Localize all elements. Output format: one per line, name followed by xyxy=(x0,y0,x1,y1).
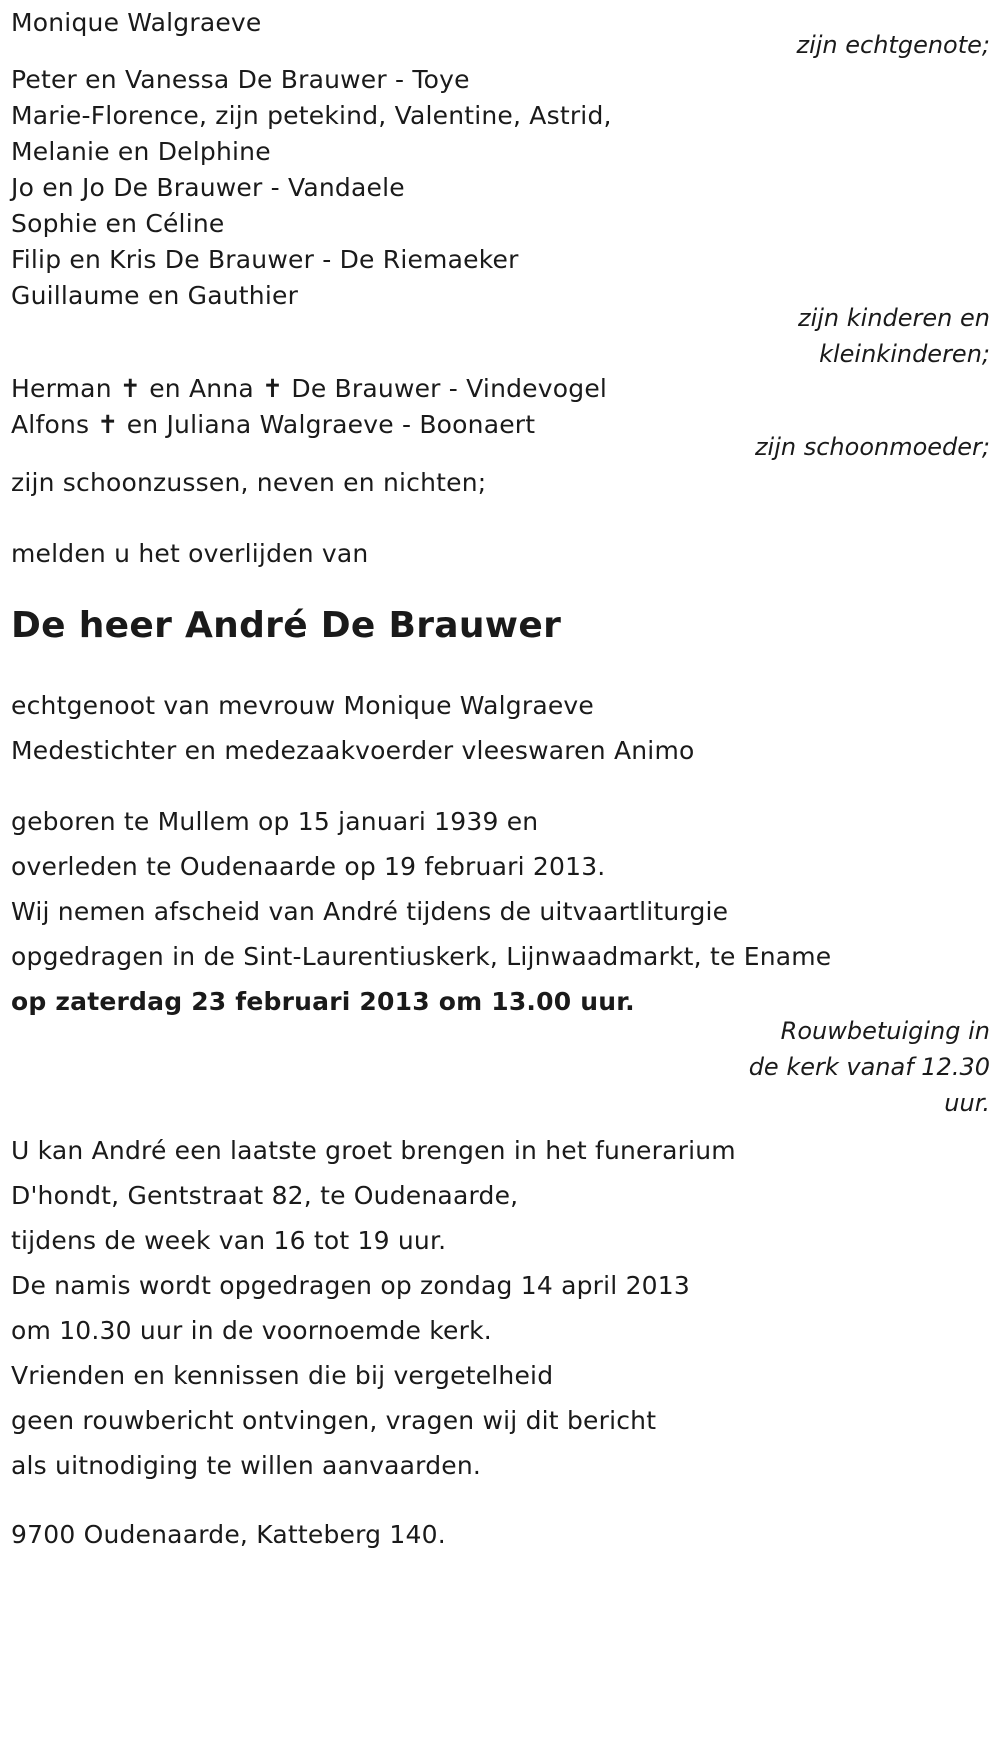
condolence-line2: de kerk vanaf 12.30 xyxy=(748,1053,990,1081)
cross-icon: ✝ xyxy=(262,374,284,403)
children-line: Guillaume en Gauthier xyxy=(11,281,299,310)
inlaws-surname: De Brauwer - Vindevogel xyxy=(291,374,608,403)
children-line: Melanie en Delphine xyxy=(11,137,271,166)
inlaws-name-anna: en Anna xyxy=(149,374,254,403)
inlaws-name-juliana: en Juliana Walgraeve - Boonaert xyxy=(126,410,536,439)
visit-line: om 10.30 uur in de voornoemde kerk. xyxy=(11,1316,492,1345)
address: 9700 Oudenaarde, Katteberg 140. xyxy=(11,1520,446,1549)
visit-line: tijdens de week van 16 tot 19 uur. xyxy=(11,1226,447,1255)
condolence-line1: Rouwbetuiging in xyxy=(780,1017,990,1045)
inlaws-role: zijn schoonmoeder; xyxy=(754,433,990,461)
detail-line: geboren te Mullem op 15 januari 1939 en xyxy=(11,807,539,836)
children-line: Jo en Jo De Brauwer - Vandaele xyxy=(11,173,405,202)
deceased-occupation: Medestichter en medezaakvoerder vleeswaren Animo xyxy=(11,736,695,765)
visit-line: De namis wordt opgedragen op zondag 14 april 2013 xyxy=(11,1271,691,1300)
announcement-intro: melden u het overlijden van xyxy=(11,539,369,568)
condolence-line3: uur. xyxy=(944,1089,990,1117)
children-line: Marie-Florence, zijn petekind, Valentine, Astrid, xyxy=(11,101,612,130)
children-role-line2: kleinkinderen; xyxy=(819,340,990,368)
children-role-line1: zijn kinderen en xyxy=(798,304,990,332)
detail-line: opgedragen in de Sint-Laurentiuskerk, Lijnwaadmarkt, te Ename xyxy=(11,942,832,971)
visit-line: D'hondt, Gentstraat 82, te Oudenaarde, xyxy=(11,1181,519,1210)
detail-line: Wij nemen afscheid van André tijdens de uitvaartliturgie xyxy=(11,897,729,926)
visit-line: Vrienden en kennissen die bij vergetelheid xyxy=(11,1361,554,1390)
visit-line: U kan André een laatste groet brengen in het funerarium xyxy=(11,1136,736,1165)
inlaws-line-1 xyxy=(11,374,607,404)
inlaws-line-2 xyxy=(11,410,535,440)
children-line: Peter en Vanessa De Brauwer - Toye xyxy=(11,65,470,94)
cross-icon: ✝ xyxy=(119,374,142,403)
funeral-date: op zaterdag 23 februari 2013 om 13.00 uur. xyxy=(11,987,635,1016)
children-line: Filip en Kris De Brauwer - De Riemaeker xyxy=(11,245,519,274)
spouse-role: zijn echtgenote; xyxy=(796,31,990,59)
spouse-name: Monique Walgraeve xyxy=(11,8,262,37)
other-relatives: zijn schoonzussen, neven en nichten; xyxy=(11,468,487,497)
children-line: Sophie en Céline xyxy=(11,209,225,238)
visit-line: als uitnodiging te willen aanvaarden. xyxy=(11,1451,482,1480)
detail-line: overleden te Oudenaarde op 19 februari 2013. xyxy=(11,852,606,881)
inlaws-name-alfons: Alfons xyxy=(11,410,90,439)
deceased-name: De heer André De Brauwer xyxy=(11,605,562,646)
inlaws-name-herman: Herman xyxy=(11,374,112,403)
cross-icon: ✝ xyxy=(97,410,119,439)
deceased-relation: echtgenoot van mevrouw Monique Walgraeve xyxy=(11,691,595,720)
visit-line: geen rouwbericht ontvingen, vragen wij dit bericht xyxy=(11,1406,657,1435)
